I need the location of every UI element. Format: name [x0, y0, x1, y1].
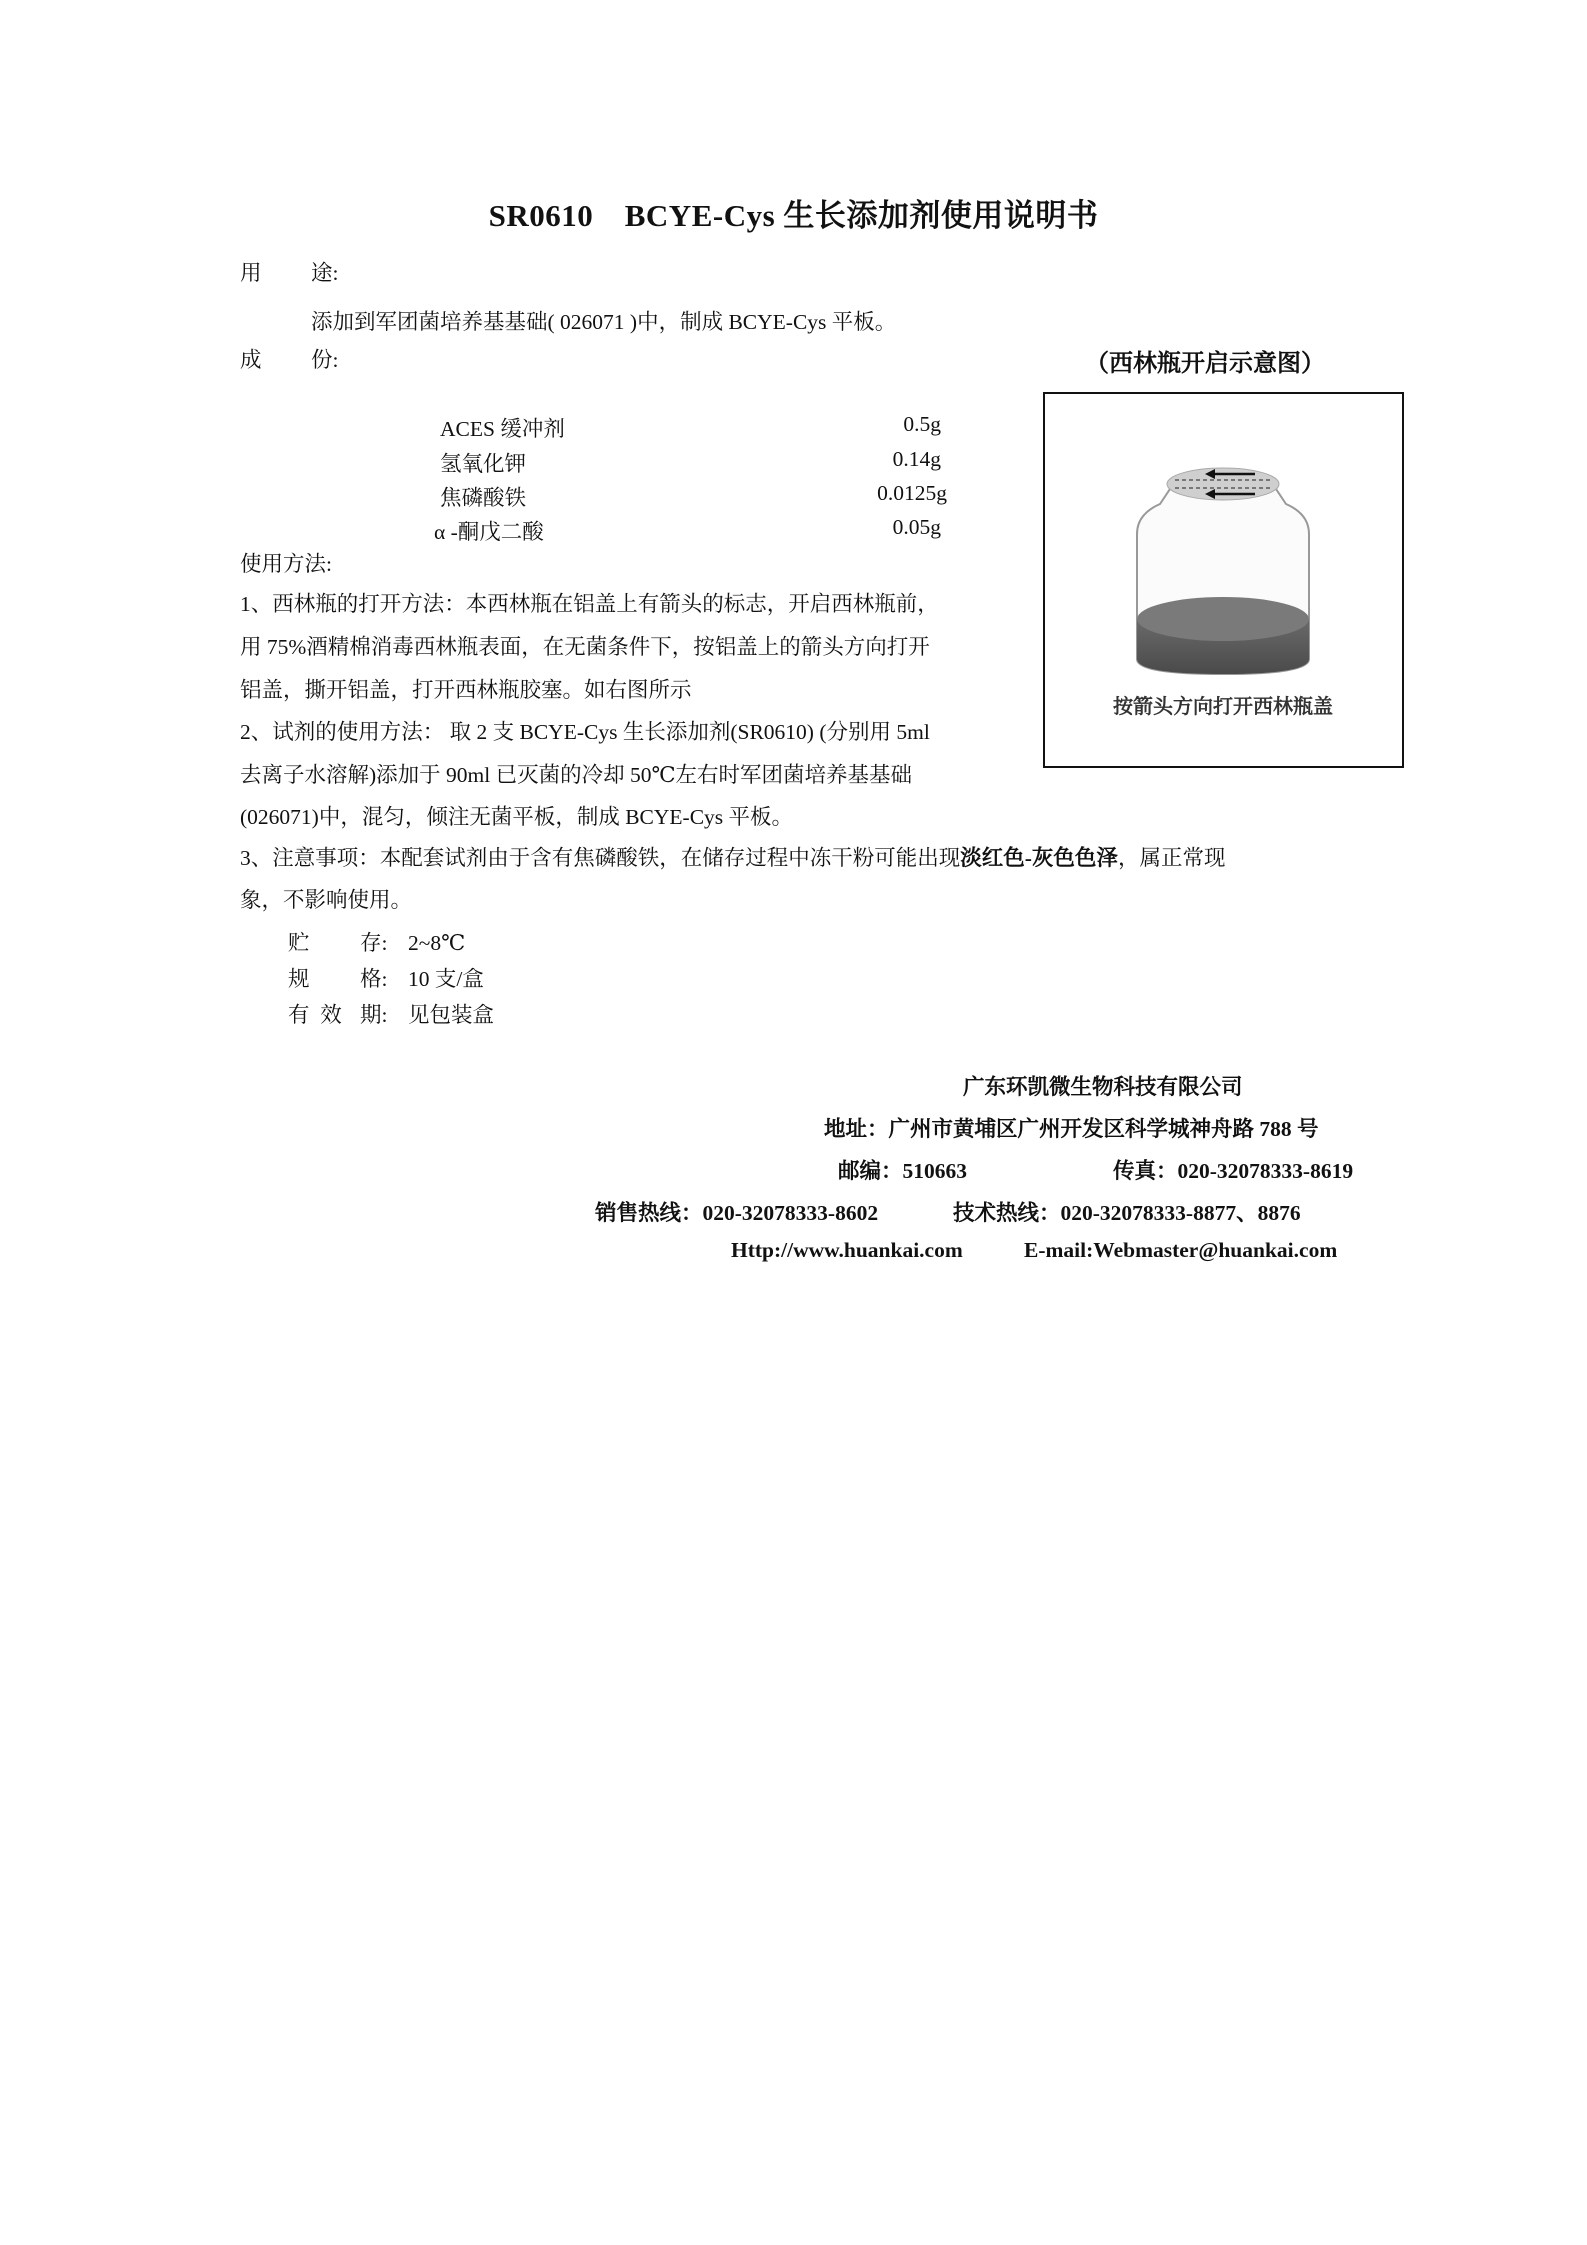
- usage-step1-line: 用 75%酒精棉消毒西林瓶表面，在无菌条件下，按铝盖上的箭头方向打开: [240, 635, 930, 659]
- purpose-label-b: 途:: [311, 261, 339, 285]
- usage-step3-highlight: 淡红色-灰色色泽: [960, 846, 1118, 870]
- figure-title: （西林瓶开启示意图）: [1085, 351, 1325, 377]
- spec-storage-label-a: 贮: [288, 931, 310, 955]
- purpose-label-a: 用: [240, 261, 262, 285]
- spec-size-label-b: 格:: [360, 967, 388, 991]
- company-name: 广东环凯微生物科技有限公司: [963, 1075, 1243, 1099]
- purpose-text: 添加到军团菌培养基基础( 026071 )中，制成 BCYE-Cys 平板。: [311, 310, 897, 334]
- composition-label-b: 份:: [311, 348, 339, 372]
- usage-heading: 使用方法:: [240, 552, 332, 576]
- company-address: 地址：广州市黄埔区广州开发区科学城神舟路 788 号: [824, 1117, 1319, 1141]
- composition-item-amount: 0.0125g: [877, 481, 947, 505]
- spec-expiry-value: 见包装盒: [408, 1003, 495, 1027]
- spec-expiry-label-a: 有 效: [288, 1003, 342, 1027]
- vial-with-arrow-cap-icon: [1045, 434, 1401, 694]
- spec-expiry-label-b: 期:: [360, 1003, 388, 1027]
- usage-step3-text: 3、注意事项：本配套试剂由于含有焦磷酸铁，在储存过程中冻干粉可能出现: [240, 846, 961, 870]
- document-title: SR0610 BCYE-Cys 生长添加剂使用说明书: [488, 198, 1099, 233]
- company-website-link[interactable]: Http://www.huankai.com: [731, 1238, 963, 1262]
- usage-step1-line: 铝盖，撕开铝盖，打开西林瓶胶塞。如右图所示: [240, 678, 692, 702]
- usage-step2-line: 去离子水溶解)添加于 90ml 已灭菌的冷却 50℃左右时军团菌培养基基础: [240, 763, 913, 787]
- company-sales-hotline: 销售热线：020-32078333-8602: [595, 1201, 879, 1225]
- usage-step3-line: [240, 843, 1225, 873]
- composition-item-name: α -酮戊二酸: [434, 520, 544, 544]
- spec-size-label-a: 规: [288, 967, 310, 991]
- company-fax: 传真：020-32078333-8619: [1113, 1159, 1354, 1183]
- figure-caption: 按箭头方向打开西林瓶盖: [1113, 694, 1333, 718]
- company-tech-hotline: 技术热线：020-32078333-8877、8876: [953, 1201, 1301, 1225]
- spec-storage-value: 2~8℃: [408, 931, 466, 955]
- usage-step3-text-end: ，属正常现: [1117, 846, 1226, 870]
- company-email-link[interactable]: E-mail:Webmaster@huankai.com: [1024, 1238, 1338, 1262]
- usage-step2-line: 2、试剂的使用方法： 取 2 支 BCYE-Cys 生长添加剂(SR0610) (分别用 5ml: [240, 720, 930, 744]
- usage-step1-line: 1、西林瓶的打开方法：本西林瓶在铝盖上有箭头的标志，开启西林瓶前，: [240, 592, 939, 616]
- company-postcode: 邮编：510663: [838, 1159, 968, 1183]
- composition-item-name: ACES 缓冲剂: [440, 417, 565, 441]
- usage-step3-line2: 象，不影响使用。: [240, 888, 413, 912]
- spec-size-value: 10 支/盒: [408, 967, 484, 991]
- composition-label-a: 成: [240, 348, 262, 372]
- usage-step2-line: (026071)中，混匀，倾注无菌平板，制成 BCYE-Cys 平板。: [240, 805, 794, 829]
- spec-storage-label-b: 存:: [360, 931, 388, 955]
- composition-item-amount: 0.5g: [903, 412, 941, 436]
- vial-figure: [1043, 392, 1404, 768]
- composition-item-name: 焦磷酸铁: [440, 486, 527, 510]
- composition-item-amount: 0.05g: [892, 515, 941, 539]
- composition-item-name: 氢氧化钾: [440, 452, 527, 476]
- composition-item-amount: 0.14g: [892, 447, 941, 471]
